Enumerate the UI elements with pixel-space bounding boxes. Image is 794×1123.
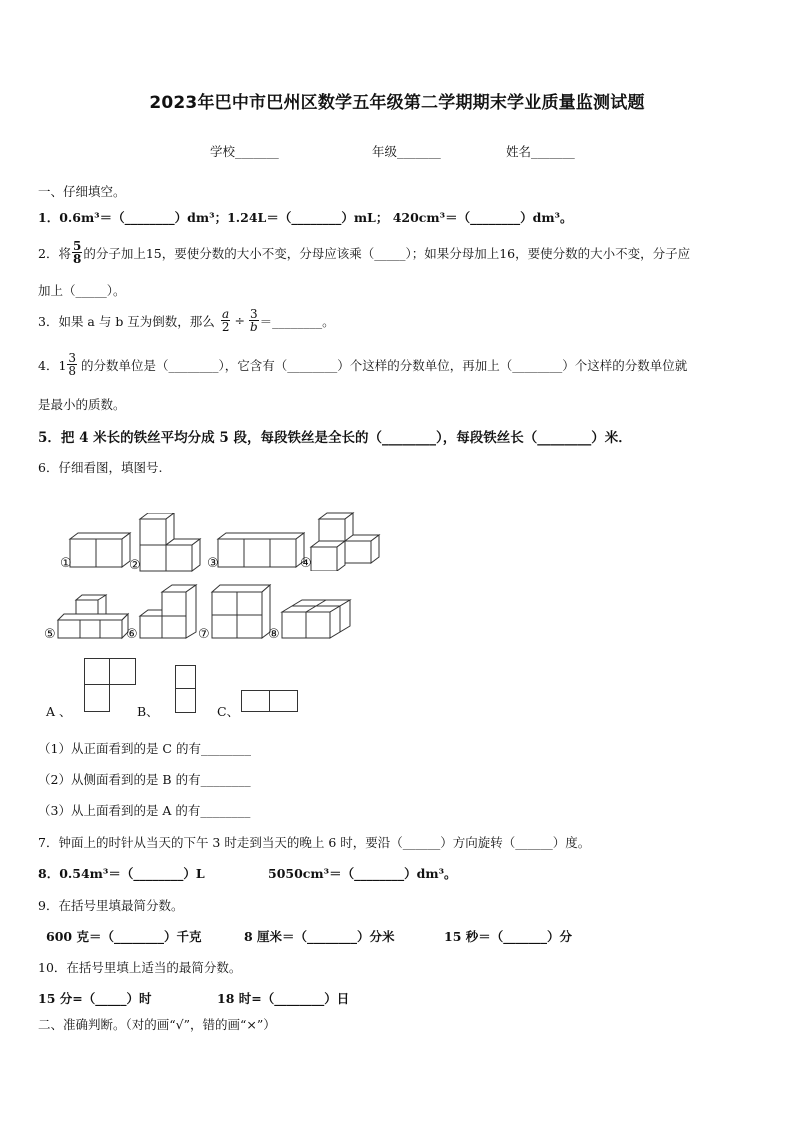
q3-f1-denominator: 2 [221, 320, 230, 334]
q3-operator: ÷ [234, 313, 245, 328]
question-7: 7．钟面上的时针从当天的下午 3 时走到当天的晚上 6 时，要沿（______）方向旋转（______）度。 [38, 835, 591, 850]
figure-4-label: ④ [300, 556, 312, 571]
question-6-sub-2: （2）从侧面看到的是 B 的有________ [38, 772, 251, 787]
q3-f2-numerator: 3 [249, 307, 258, 321]
q3-suffix: ＝________。 [259, 313, 335, 329]
question-6-sub-3: （3）从上面看到的是 A 的有________ [38, 803, 251, 818]
figure-1 [58, 531, 138, 571]
figure-5-label: ⑤ [44, 627, 56, 642]
grade-field[interactable]: 年级_______ [372, 144, 441, 159]
figure-1-label: ① [60, 556, 72, 571]
question-9: 9．在括号里填最简分数。 [38, 898, 184, 913]
question-10-a: 15 分=（_____）时 [38, 991, 152, 1006]
question-6-sub-1: （1）从正面看到的是 C 的有________ [38, 741, 251, 756]
view-a-label: A 、 [46, 704, 72, 719]
view-b-label: B、 [137, 704, 159, 719]
figure-2-label: ② [129, 558, 141, 573]
question-8-left: 8．0.54m³＝（________）L [38, 866, 205, 881]
question-5: 5．把 4 米长的铁丝平均分成 5 段，每段铁丝是全长的（________），每段铁丝长（________）米． [38, 430, 632, 446]
name-field[interactable]: 姓名_______ [506, 144, 575, 159]
question-10-b: 18 时=（________）日 [217, 991, 350, 1006]
q3-fraction-1 [221, 308, 231, 333]
q4-numerator: 3 [68, 351, 77, 365]
figure-5 [44, 594, 134, 644]
question-9-b: 8 厘米＝（________）分米 [244, 929, 395, 944]
figure-3 [205, 531, 305, 571]
view-c-label: C、 [217, 704, 240, 719]
question-10: 10．在括号里填上适当的最简分数。 [38, 960, 242, 975]
question-8-right: 5050cm³＝（________）dm³。 [268, 866, 457, 881]
school-field[interactable]: 学校_______ [210, 144, 279, 159]
question-1: 1．0.6m³＝（________）dm³；1.24L＝（________）mL； 420cm³＝（________）dm³。 [38, 210, 573, 225]
q2-numerator: 5 [72, 239, 82, 253]
view-a-shape [84, 658, 140, 714]
figure-8 [268, 596, 358, 646]
section-2-heading: 二、准确判断。（对的画“√”，错的画“×”） [38, 1017, 276, 1032]
figure-4 [298, 511, 388, 571]
q2-prefix: 2．将 [38, 245, 71, 261]
question-6: 6．仔细看图，填图号. [38, 460, 163, 475]
q4-prefix: 4．1 [38, 357, 67, 373]
question-4-line2: 是最小的质数。 [38, 397, 126, 412]
q2-rest: 的分子加上15，要使分数的大小不变，分母应该乘（_____）；如果分母加上16，要使分数的大小不变，分子应 [83, 245, 691, 261]
figure-3-label: ③ [207, 556, 219, 571]
question-2-line2: 加上（_____）。 [38, 283, 126, 298]
q4-fraction [67, 352, 77, 377]
view-b-shape [175, 665, 199, 715]
question-2 [38, 240, 690, 265]
q3-f2-denominator: b [249, 320, 258, 334]
page-title: 2023年巴中市巴州区数学五年级第二学期期末学业质量监测试题 [149, 93, 645, 113]
figure-8-label: ⑧ [268, 627, 280, 642]
q4-denominator: 8 [68, 364, 77, 378]
q2-denominator: 8 [72, 252, 82, 266]
question-9-c: 15 秒＝（_______）分 [444, 929, 572, 944]
question-9-a: 600 克＝（________）千克 [46, 929, 202, 944]
q2-fraction [72, 240, 82, 265]
section-1-heading: 一、仔细填空。 [38, 184, 126, 199]
question-4 [38, 352, 687, 377]
figure-6-label: ⑥ [126, 627, 138, 642]
figure-2 [127, 513, 207, 573]
q3-f1-numerator: a [222, 307, 230, 321]
q3-fraction-2 [249, 308, 259, 333]
q4-rest: 的分数单位是（________），它含有（________）个这样的分数单位，再加上（________）个这样的分数单位就 [81, 357, 688, 373]
question-3 [38, 308, 335, 333]
figure-7 [198, 584, 278, 644]
figure-7-label: ⑦ [198, 627, 210, 642]
q3-prefix: 3．如果 a 与 b 互为倒数，那么 [38, 313, 215, 329]
view-c-shape [241, 690, 301, 714]
